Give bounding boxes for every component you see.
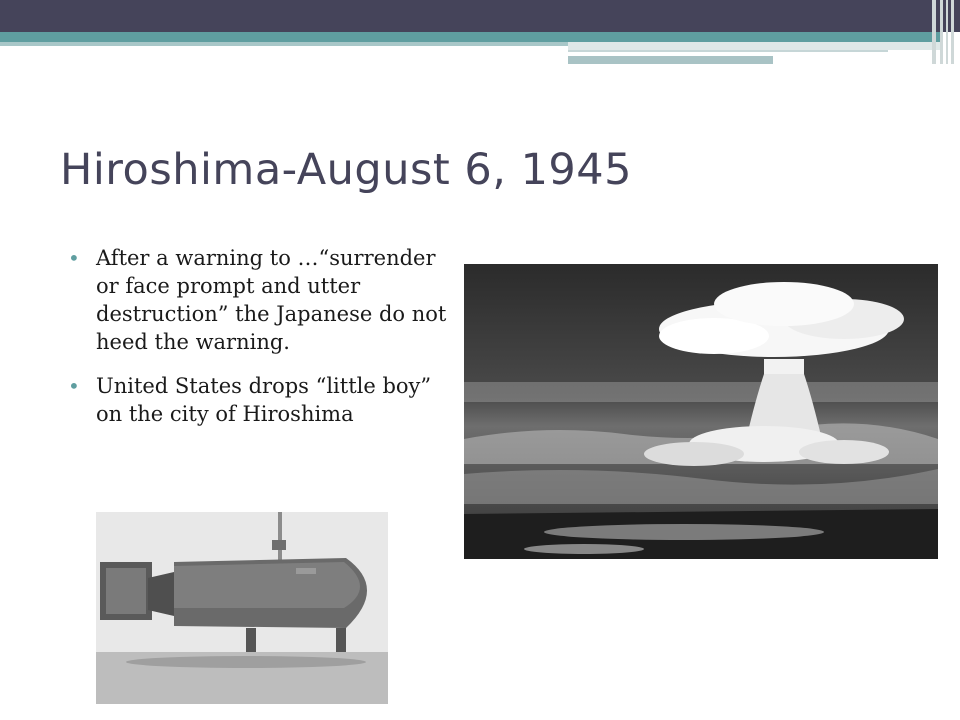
bullet-list bbox=[68, 244, 463, 444]
accent-stripe bbox=[568, 42, 940, 50]
slide-title: Hiroshima-August 6, 1945 bbox=[60, 145, 633, 195]
bullet-icon: • bbox=[68, 374, 80, 398]
bullet-text: After a warning to …“surrender or face prompt and utter destruction” the Japanese do not heed the warning. bbox=[96, 246, 447, 354]
bullet-item bbox=[68, 372, 463, 428]
mushroom-cloud-photo bbox=[464, 264, 938, 559]
header-bar bbox=[0, 0, 960, 32]
edge-stripe bbox=[940, 0, 943, 64]
accent-stripe bbox=[568, 50, 888, 52]
accent-stripe bbox=[0, 42, 568, 46]
bullet-icon: • bbox=[68, 246, 80, 270]
accent-band bbox=[0, 32, 940, 42]
edge-stripe bbox=[932, 0, 936, 64]
accent-stripe bbox=[568, 56, 773, 64]
bullet-text: United States drops “little boy” on the city of Hiroshima bbox=[96, 374, 432, 426]
edge-stripe bbox=[946, 0, 948, 64]
little-boy-bomb-photo bbox=[96, 512, 388, 704]
edge-stripe bbox=[951, 0, 954, 64]
bullet-item bbox=[68, 244, 463, 356]
